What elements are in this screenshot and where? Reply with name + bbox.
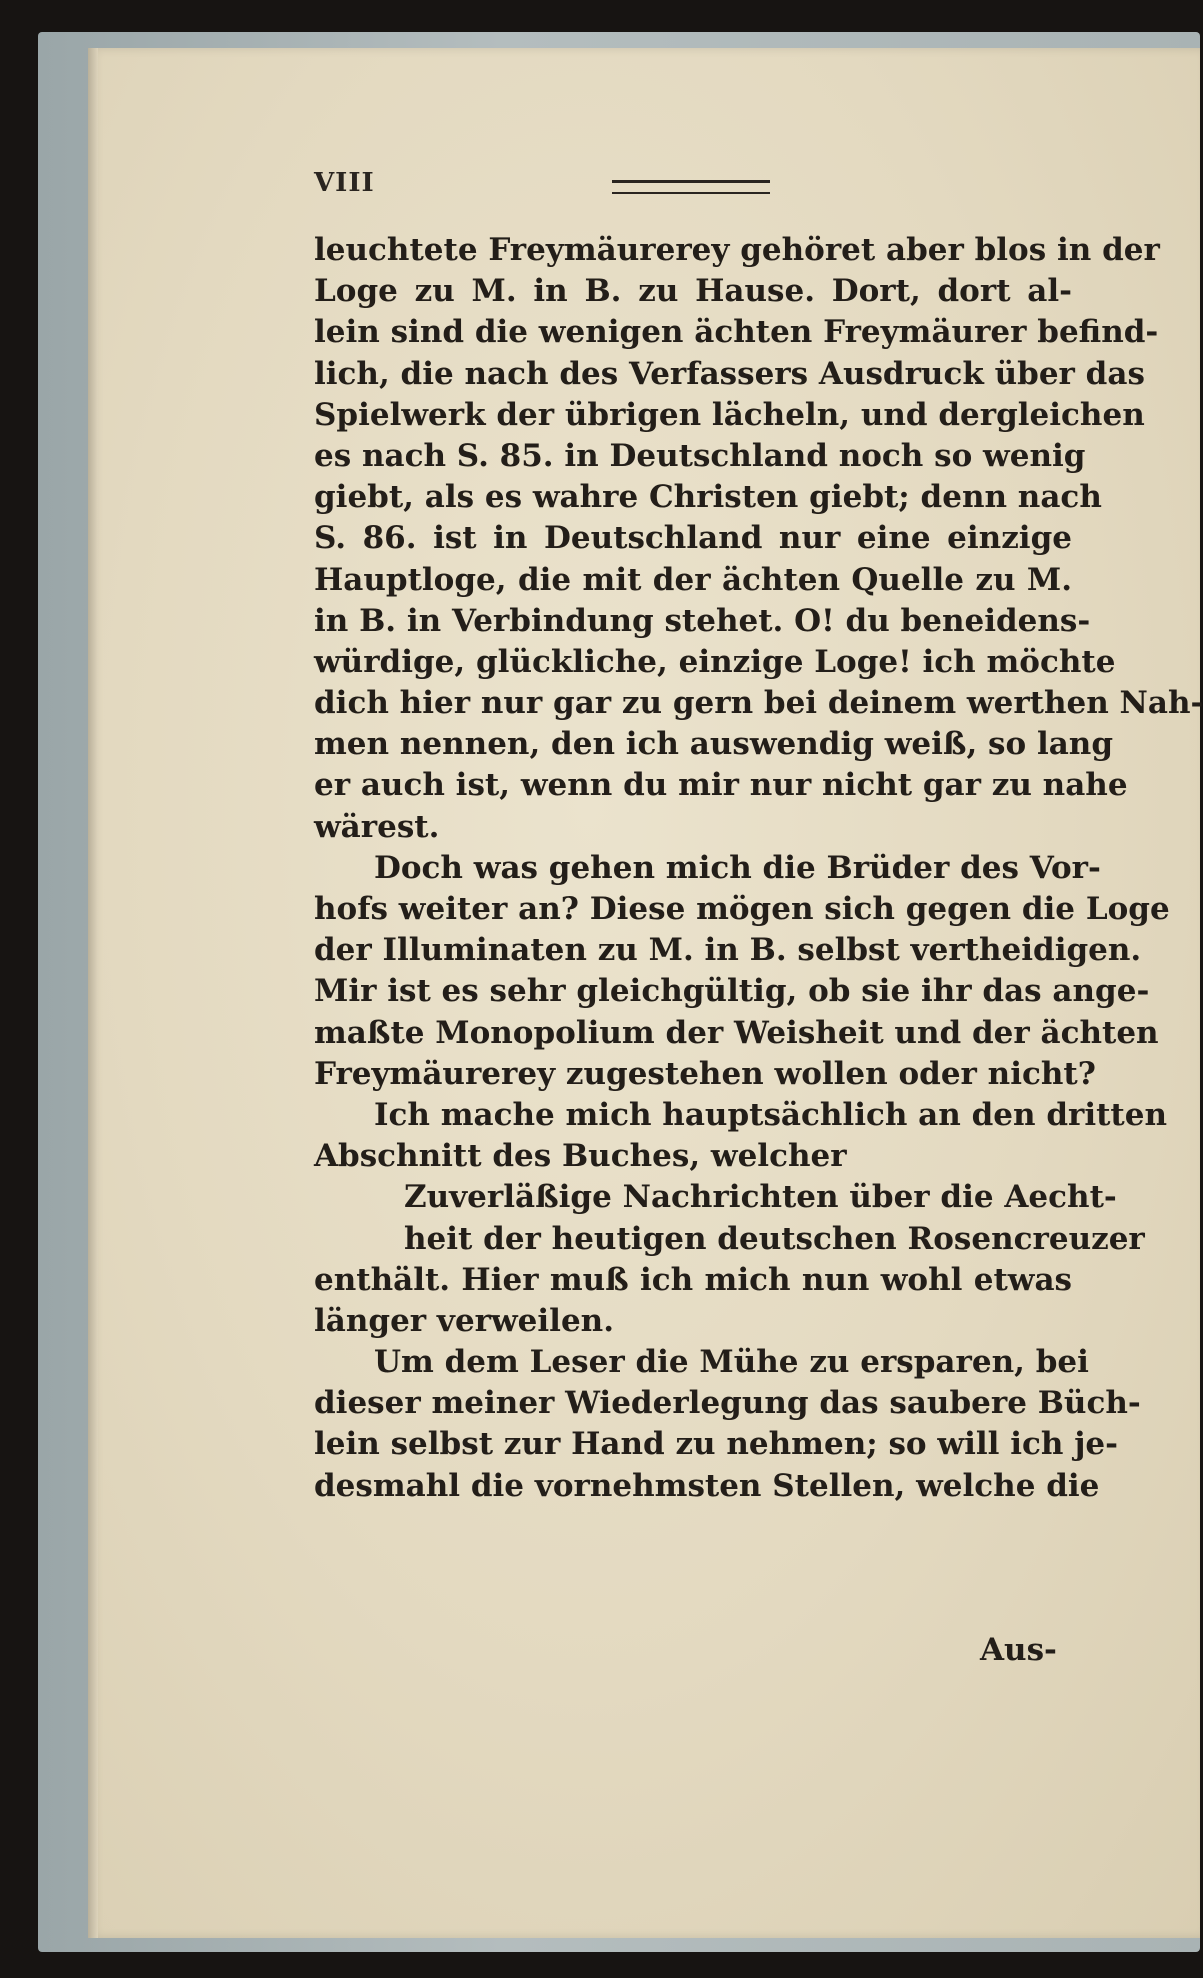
- page-gutter: [88, 48, 98, 1938]
- text-line: dieser meiner Wiederlegung das saubere Büch-: [314, 1385, 1141, 1422]
- text-line: lein sind die wenigen ächten Freymäurer befind-: [314, 314, 1159, 351]
- text-line: Loge zu M. in B. zu Hause. Dort, dort al-: [314, 273, 1072, 310]
- text-line: lein selbst zur Hand zu nehmen; so will ich je-: [314, 1426, 1119, 1463]
- page-number: VIII: [314, 168, 375, 198]
- text-line: Hauptloge, die mit der ächten Quelle zu M.: [314, 561, 1072, 598]
- text-line: desmahl die vornehmsten Stellen, welche die: [314, 1467, 1100, 1504]
- text-line: Freymäurerey zugestehen wollen oder nicht?: [314, 1055, 1096, 1092]
- text-line: maßte Monopolium der Weisheit und der ächten: [314, 1014, 1159, 1051]
- header-rule: [612, 180, 770, 194]
- text-line: giebt, als es wahre Christen giebt; denn nach: [314, 479, 1102, 516]
- text-line: S. 86. ist in Deutschland nur eine einzige: [314, 520, 1072, 557]
- text-line: Zuverläßige Nachrichten über die Aecht-: [404, 1179, 1117, 1216]
- text-line: Doch was gehen mich die Brüder des Vor-: [374, 849, 1101, 886]
- text-line: leuchtete Freymäurerey gehöret aber blos in der: [314, 232, 1160, 268]
- text-line: der Illuminaten zu M. in B. selbst vertheidigen.: [314, 932, 1142, 969]
- text-line: Um dem Leser die Mühe zu ersparen, bei: [374, 1344, 1089, 1381]
- text-line: men nennen, den ich auswendig weiß, so lang: [314, 726, 1114, 763]
- text-line: Mir ist es sehr gleichgültig, ob sie ihr das ange-: [314, 973, 1150, 1010]
- text-line: länger verweilen.: [314, 1302, 615, 1339]
- text-line: Abschnitt des Buches, welcher: [314, 1138, 847, 1175]
- text-line: dich hier nur gar zu gern bei deinem werthen Nah-: [314, 685, 1203, 722]
- body-text: [314, 230, 1203, 1507]
- page-header: [314, 168, 1094, 208]
- text-line: Spielwerk der übrigen lächeln, und dergleichen: [314, 396, 1145, 433]
- text-line: er auch ist, wenn du mir nur nicht gar zu nahe: [314, 767, 1128, 804]
- text-line: Ich mache mich hauptsächlich an den dritten: [374, 1096, 1168, 1133]
- text-line: lich, die nach des Verfassers Ausdruck über das: [314, 355, 1145, 392]
- text-line: hofs weiter an? Diese mögen sich gegen die Loge: [314, 891, 1170, 927]
- text-line: wärest.: [314, 808, 440, 845]
- text-line: es nach S. 85. in Deutschland noch so wenig: [314, 437, 1086, 474]
- text-line: in B. in Verbindung stehet. O! du beneidens-: [314, 602, 1091, 639]
- text-line: enthält. Hier muß ich mich nun wohl etwas: [314, 1261, 1072, 1298]
- text-line: würdige, glückliche, einzige Loge! ich möchte: [314, 643, 1116, 680]
- catchword: Aus-: [980, 1632, 1057, 1668]
- text-line: heit der heutigen deutschen Rosencreuzer: [404, 1220, 1145, 1257]
